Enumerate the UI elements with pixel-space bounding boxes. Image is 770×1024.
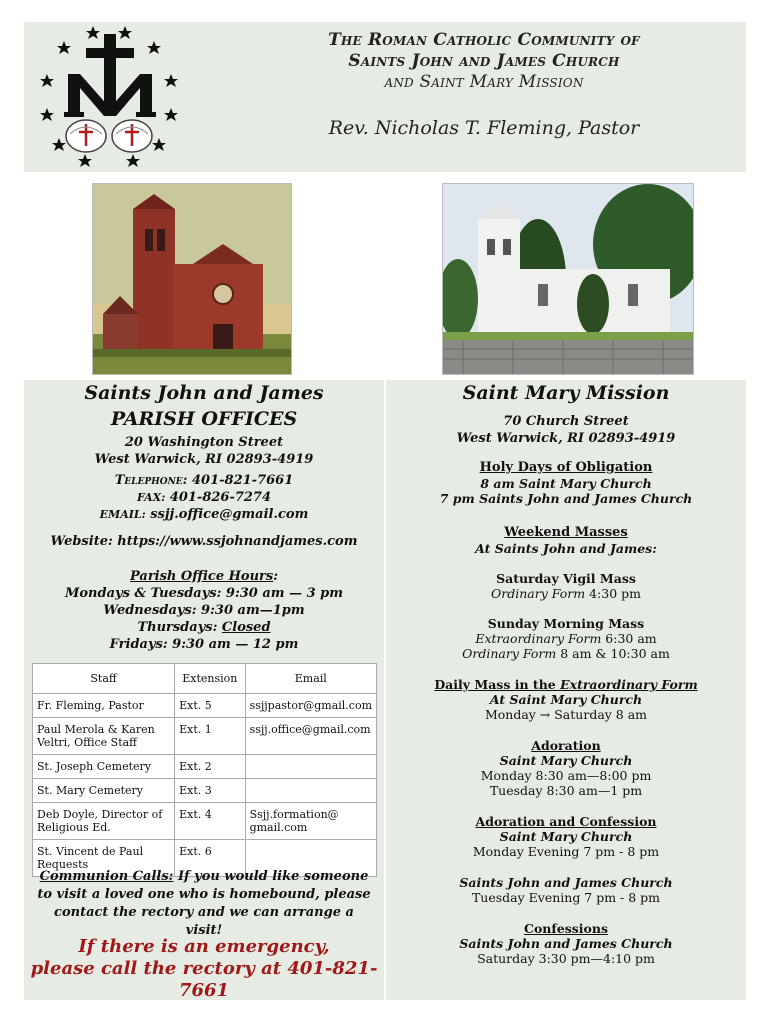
- staff-ext: Ext. 5: [175, 694, 245, 718]
- header-title-block: [234, 30, 734, 139]
- telephone-number: 401-821-7661: [192, 473, 294, 488]
- table-header-staff: Staff: [33, 664, 175, 694]
- staff-email[interactable]: ssjjpastor@gmail.com: [245, 694, 376, 718]
- sunday-ordinary-form: Ordinary Form: [462, 646, 557, 661]
- holy-days-line1: 8 am Saint Mary Church: [480, 476, 652, 491]
- staff-name: Paul Merola & Karen Veltri, Office Staff: [33, 718, 175, 755]
- adoration-title: Adoration: [531, 738, 601, 753]
- hours-mon-tue: Mondays & Tuesdays: 9:30 am — 3 pm: [64, 586, 344, 601]
- header-title-line1: The Roman Catholic Community of: [328, 30, 640, 50]
- adoration-confession-title: Adoration and Confession: [475, 814, 657, 829]
- sunday-extraordinary-form: Extraordinary Form: [475, 631, 602, 646]
- adoration-tuesday: Tuesday 8:30 am—1 pm: [489, 783, 643, 798]
- office-hours-colon: :: [273, 569, 279, 584]
- staff-ext: Ext. 2: [175, 755, 245, 779]
- hours-friday: Fridays: 9:30 am — 12 pm: [109, 637, 299, 652]
- hours-thursday-value: Closed: [221, 620, 271, 635]
- vigil-form: Ordinary Form: [491, 586, 586, 601]
- daily-mass-location: At Saint Mary Church: [489, 692, 643, 707]
- staff-name: St. Vincent de Paul Requests: [33, 840, 175, 877]
- communion-calls-text: If you would like someone to visit a loved one who is homebound, please contact the rectory and we can arrange a visit!: [37, 869, 371, 938]
- holy-days-title: Holy Days of Obligation: [479, 460, 653, 475]
- daily-mass-form: Extraordinary Form: [560, 677, 698, 692]
- header-title-line3: and Saint Mary Mission: [384, 72, 584, 92]
- emergency-notice: [24, 936, 384, 1002]
- table-row: [33, 694, 377, 718]
- staff-email: [245, 779, 376, 803]
- emergency-line1: If there is an emergency,: [78, 936, 330, 957]
- staff-email[interactable]: ssjj.office@gmail.com: [245, 718, 376, 755]
- telephone-label: Telephone:: [114, 473, 188, 488]
- table-row: [33, 755, 377, 779]
- vigil-time: 4:30 pm: [585, 586, 641, 601]
- staff-ext: Ext. 4: [175, 803, 245, 840]
- mission-address-line2: West Warwick, RI 02893-4919: [456, 431, 676, 446]
- saints-john-james-church-photo: [92, 183, 292, 375]
- saint-mary-mission-panel: [386, 380, 746, 1000]
- hours-wednesday: Wednesdays: 9:30 am—1pm: [103, 603, 305, 618]
- website-line[interactable]: Website: https://www.ssjohnandjames.com: [50, 534, 358, 549]
- staff-ext: Ext. 3: [175, 779, 245, 803]
- fax-number: 401-826-7274: [169, 490, 272, 505]
- table-row: [33, 803, 377, 840]
- confessions-saturday: Saturday 3:30 pm—4:10 pm: [477, 951, 655, 966]
- adoration-monday: Monday 8:30 am—8:00 pm: [480, 768, 652, 783]
- staff-name: St. Mary Cemetery: [33, 779, 175, 803]
- staff-name: St. Joseph Cemetery: [33, 755, 175, 779]
- staff-directory-table: [32, 663, 377, 877]
- table-header-email: Email: [245, 664, 376, 694]
- daily-mass-time: Monday → Saturday 8 am: [484, 707, 648, 722]
- daily-mass-title: Daily Mass in the: [434, 677, 561, 692]
- table-row: [33, 779, 377, 803]
- marian-cross-logo: [34, 24, 184, 170]
- holy-days-line2: 7 pm Saints John and James Church: [439, 491, 693, 506]
- parish-offices-panel: [24, 380, 384, 1000]
- staff-name: Deb Doyle, Director of Religious Ed.: [33, 803, 175, 840]
- staff-email[interactable]: Ssjj.formation@ gmail.com: [245, 803, 376, 840]
- pastor-name: Rev. Nicholas T. Fleming, Pastor: [328, 117, 640, 139]
- email-label: EMAIL:: [99, 508, 146, 521]
- table-header-row: [33, 664, 377, 694]
- sjj-adoration-tuesday: Tuesday Evening 7 pm - 8 pm: [471, 890, 661, 905]
- weekend-masses-subtitle: At Saints John and James:: [475, 541, 657, 556]
- office-address-line2: West Warwick, RI 02893-4919: [94, 452, 314, 467]
- weekend-masses-title: Weekend Masses: [504, 525, 628, 540]
- header-banner: [24, 22, 746, 172]
- table-row: [33, 718, 377, 755]
- emergency-line2: please call the rectory at 401-821-7661: [30, 958, 378, 1001]
- fax-label: FAX:: [136, 491, 166, 504]
- sunday-mass-title: Sunday Morning Mass: [487, 616, 645, 631]
- adoration-location: Saint Mary Church: [499, 753, 633, 768]
- right-heading: Saint Mary Mission: [462, 382, 670, 404]
- vigil-mass-title: Saturday Vigil Mass: [496, 571, 636, 586]
- confessions-location: Saints John and James Church: [459, 936, 673, 951]
- staff-email: [245, 755, 376, 779]
- header-title-line2: Saints John and James Church: [348, 51, 620, 71]
- confessions-title: Confessions: [524, 921, 608, 936]
- staff-ext: Ext. 1: [175, 718, 245, 755]
- sunday-extraordinary-time: 6:30 am: [601, 631, 657, 646]
- adoration-confession-location: Saint Mary Church: [499, 829, 633, 844]
- table-header-extension: Extension: [175, 664, 245, 694]
- adoration-confession-monday: Monday Evening 7 pm - 8 pm: [472, 844, 660, 859]
- left-heading: Saints John and James: [84, 382, 324, 404]
- sunday-ordinary-time: 8 am & 10:30 am: [556, 646, 670, 661]
- office-email[interactable]: ssjj.office@gmail.com: [150, 507, 309, 522]
- hours-thursday-label: Thursdays:: [137, 620, 222, 635]
- parish-offices-subheading: PARISH OFFICES: [110, 408, 298, 430]
- office-hours-title: Parish Office Hours: [129, 569, 274, 584]
- staff-name: Fr. Fleming, Pastor: [33, 694, 175, 718]
- communion-calls-note: [34, 868, 374, 940]
- communion-calls-label: Communion Calls:: [39, 869, 174, 884]
- saint-mary-mission-photo: [442, 183, 694, 375]
- mission-address-line1: 70 Church Street: [503, 414, 629, 429]
- staff-ext: Ext. 6: [175, 840, 245, 877]
- sjj-adoration-location: Saints John and James Church: [459, 875, 673, 890]
- office-address-line1: 20 Washington Street: [124, 435, 284, 450]
